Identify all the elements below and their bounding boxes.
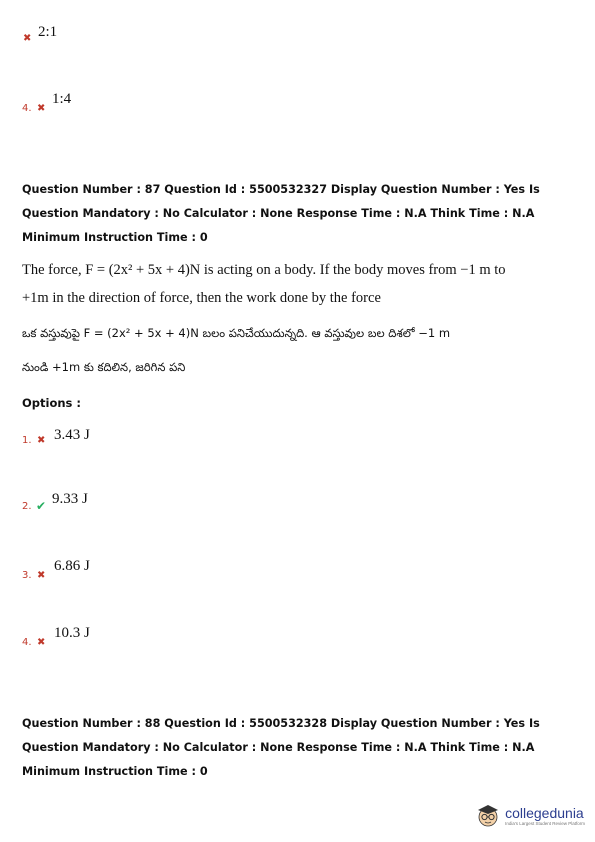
question-meta: Question Number : 87 Question Id : 5500532327 Display Question Number : Yes Is Question Mandatory : No Calculator : None Response Time : N.A Think Time : N.A Minimum Instruction Time : 0 — [22, 183, 540, 244]
logo-name: collegedunia — [505, 804, 584, 821]
option-value: 1:4 — [52, 91, 72, 107]
option-value: 3.43 J — [54, 427, 90, 443]
option-value: 6.86 J — [54, 558, 90, 574]
question-text-english: The force, F = (2x² + 5x + 4)N is acting on a body. If the body moves from −1 m to — [22, 262, 506, 278]
options-label: Options : — [22, 396, 81, 410]
option-number: 4. — [22, 103, 32, 114]
question-text-telugu: నుండి +1m కు కదిలిన, జరిగిన పని — [22, 360, 186, 374]
collegedunia-logo — [475, 802, 585, 828]
option-number: 1. — [22, 435, 32, 446]
cross-icon: ✖ — [37, 570, 46, 581]
cross-icon: ✖ — [37, 637, 46, 648]
option-number: 4. — [22, 637, 32, 648]
option-number: 3. — [22, 570, 32, 581]
logo-tagline: India's Largest Student Review Platform — [505, 820, 585, 826]
option-value: 2:1 — [38, 24, 58, 40]
question-text-english: +1m in the direction of force, then the work done by the force — [22, 290, 381, 306]
option-number: 2. — [22, 501, 32, 512]
option-value: 10.3 J — [54, 625, 90, 641]
cross-icon: ✖ — [37, 103, 46, 114]
question-meta: Question Number : 88 Question Id : 5500532328 Display Question Number : Yes Is Question Mandatory : No Calculator : None Response Time : N.A Think Time : N.A Minimum Instruction Time : 0 — [22, 717, 540, 778]
option-value: 9.33 J — [52, 491, 88, 507]
question-text-telugu: ఒక వస్తువుపై F = (2x² + 5x + 4)N బలం పనిచేయుదున్నది. ఆ వస్తువుల బల దిశలో −1 m — [22, 326, 451, 340]
check-icon: ✔ — [36, 499, 47, 513]
cross-icon: ✖ — [23, 33, 32, 44]
mascot-icon — [475, 802, 501, 828]
cross-icon: ✖ — [37, 435, 46, 446]
